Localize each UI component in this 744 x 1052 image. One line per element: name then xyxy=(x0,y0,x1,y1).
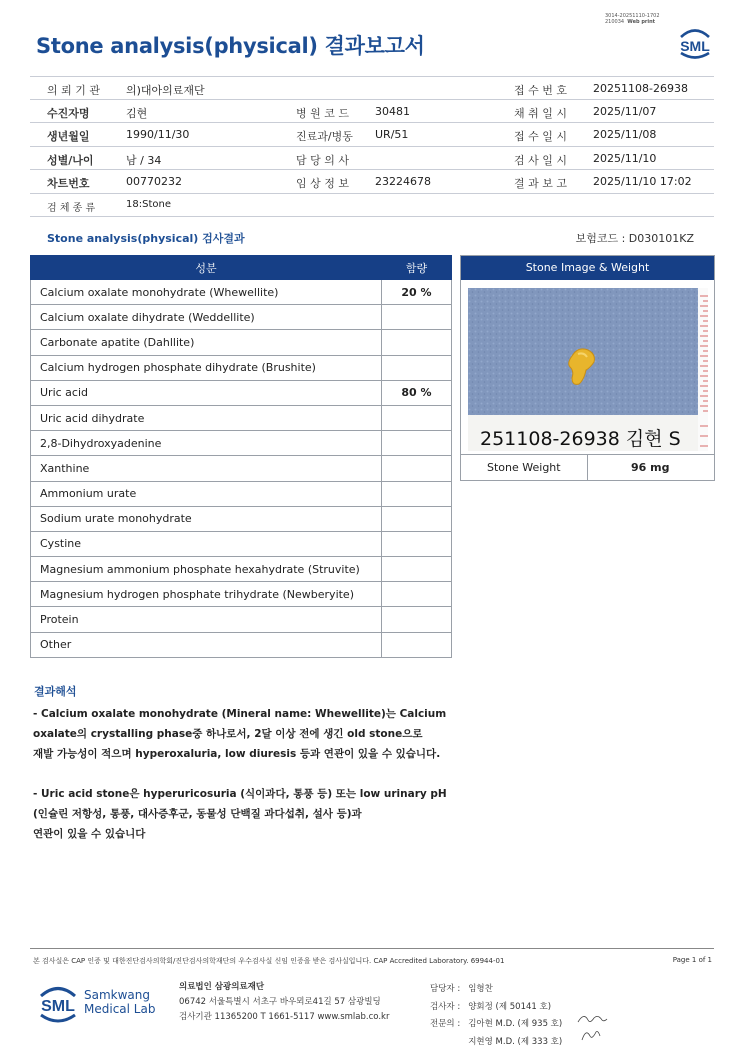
section-title: Stone analysis(physical) 검사결과 xyxy=(47,232,245,245)
stone-weight-label: Stone Weight xyxy=(487,461,561,474)
info-value: 2025/11/10 17:02 xyxy=(593,175,692,188)
page-number: Page 1 of 1 xyxy=(672,956,712,964)
info-label: 생년월일 xyxy=(47,130,90,143)
interpretation-text xyxy=(33,704,463,864)
stone-photo xyxy=(468,288,708,451)
info-value: 23224678 xyxy=(375,175,431,188)
company-name: Samkwang Medical Lab xyxy=(84,988,156,1016)
table-row xyxy=(31,456,452,481)
info-label: 수진자명 xyxy=(47,106,90,120)
report-id-code: 3014-20251110-1702 210034 Web print xyxy=(605,13,660,25)
staff-list xyxy=(428,980,564,1052)
component-name: Cystine xyxy=(31,531,382,556)
component-amount xyxy=(382,330,452,355)
interpretation-line: oxalate의 crystalling phase중 하나로서, 2달 이상 전에 생긴 old stone으로 xyxy=(33,728,423,740)
certification-note: 본 검사실은 CAP 인증 및 대한진단검사의학회/진단검사의학재단의 우수검사실 신임 인증을 받은 검사실입니다. CAP Accredited Laboratory. 69944-01 xyxy=(33,957,505,965)
info-value: 1990/11/30 xyxy=(126,128,190,141)
table-row xyxy=(31,280,452,305)
component-amount xyxy=(382,355,452,380)
component-amount xyxy=(382,405,452,430)
table-row xyxy=(31,380,452,405)
info-value: 2025/11/08 xyxy=(593,128,657,141)
component-amount: 80 % xyxy=(382,380,452,405)
info-label: 접 수 번 호 xyxy=(514,84,567,97)
table-header-row xyxy=(31,256,452,280)
info-label: 성별/나이 xyxy=(47,153,94,167)
info-row xyxy=(30,147,714,171)
component-name: Magnesium hydrogen phosphate trihydrate (Newberyite) xyxy=(31,582,382,607)
info-row xyxy=(30,76,714,100)
component-name: Sodium urate monohydrate xyxy=(31,506,382,531)
component-name: Ammonium urate xyxy=(31,481,382,506)
component-amount: 20 % xyxy=(382,280,452,305)
physician-signatures xyxy=(576,1010,610,1044)
info-value: 20251108-26938 xyxy=(593,82,688,95)
component-amount xyxy=(382,305,452,330)
component-name: Calcium oxalate monohydrate (Whewellite) xyxy=(31,280,382,305)
info-value: 의)대아의료재단 xyxy=(126,84,205,97)
interpretation-line: - Uric acid stone은 hyperuricosuria (식이과다, 통풍 등) 또는 low urinary pH xyxy=(33,788,447,800)
table-row xyxy=(31,531,452,556)
table-row xyxy=(31,405,452,430)
interpretation-line: - Calcium oxalate monohydrate (Mineral name: Whewellite)는 Calcium xyxy=(33,708,447,720)
table-row xyxy=(31,582,452,607)
column-header-component: 성분 xyxy=(31,256,382,280)
info-row xyxy=(30,100,714,124)
table-row xyxy=(31,355,452,380)
info-value: 00770232 xyxy=(126,175,182,188)
component-name: Other xyxy=(31,632,382,657)
table-row xyxy=(31,305,452,330)
info-label: 임 상 정 보 xyxy=(296,177,349,190)
report-title: Stone analysis(physical) 결과보고서 xyxy=(36,34,425,58)
component-name: Magnesium ammonium phosphate hexahydrate (Struvite) xyxy=(31,557,382,582)
info-label: 병 원 코 드 xyxy=(296,106,349,120)
footer-sml-logo xyxy=(36,981,80,1031)
info-label: 담 당 의 사 xyxy=(296,153,349,167)
component-name: Uric acid xyxy=(31,380,382,405)
info-value: 18:Stone xyxy=(126,198,171,210)
column-header-amount: 함량 xyxy=(382,256,452,280)
info-label: 결 과 보 고 xyxy=(514,177,567,190)
component-amount xyxy=(382,531,452,556)
component-amount xyxy=(382,582,452,607)
info-label: 진료과/병동 xyxy=(296,130,353,143)
info-label: 검 체 종 류 xyxy=(47,202,96,214)
company-address: 의료법인 삼광의료재단 06742 서울특별시 서초구 바우뫼로41길 57 삼광빌딩 검사기관 11365200 T 1661-5117 www.smlab.co.kr xyxy=(179,982,390,1022)
component-amount xyxy=(382,481,452,506)
component-amount xyxy=(382,607,452,632)
info-value: 2025/11/07 xyxy=(593,104,657,118)
staff-name: 지현영 M.D. (제 333 호) xyxy=(468,1036,563,1047)
composition-table xyxy=(30,255,452,658)
table-row xyxy=(31,632,452,657)
info-value: 2025/11/10 xyxy=(593,151,657,165)
info-value: 김현 xyxy=(126,106,148,120)
info-label: 접 수 일 시 xyxy=(514,130,567,143)
component-amount xyxy=(382,557,452,582)
interpretation-title: 결과해석 xyxy=(34,685,77,698)
staff-name: 임형찬 xyxy=(468,984,493,994)
info-row xyxy=(30,123,714,147)
interpretation-line: (인슐린 저항성, 통풍, 대사증후군, 동물성 단백질 과다섭취, 설사 등)과 xyxy=(33,808,362,820)
component-amount xyxy=(382,632,452,657)
component-name: Protein xyxy=(31,607,382,632)
component-name: Calcium oxalate dihydrate (Weddellite) xyxy=(31,305,382,330)
component-name: Xanthine xyxy=(31,456,382,481)
staff-role: 전문의 : xyxy=(430,1019,461,1029)
component-amount xyxy=(382,431,452,456)
info-label: 검 사 일 시 xyxy=(514,153,567,167)
interpretation-line: 재발 가능성이 적으며 hyperoxaluria, low diuresis 등과 연관이 있을 수 있습니다. xyxy=(33,748,441,760)
staff-role: 검사자 : xyxy=(430,1001,461,1012)
svg-text:SML: SML xyxy=(680,38,710,54)
stone-weight-value: 96 mg xyxy=(631,461,670,474)
staff-role xyxy=(430,1035,460,1051)
sml-logo xyxy=(675,24,715,64)
table-row xyxy=(31,506,452,531)
component-name: 2,8-Dihydroxyadenine xyxy=(31,431,382,456)
info-value: 30481 xyxy=(375,104,410,118)
info-value: UR/51 xyxy=(375,128,409,141)
stone-image-title: Stone Image & Weight xyxy=(461,256,714,280)
table-row xyxy=(31,481,452,506)
table-row xyxy=(31,557,452,582)
info-label: 의 뢰 기 관 xyxy=(47,84,100,97)
insurance-code: 보험코드 : D030101KZ xyxy=(575,232,694,245)
info-label: 차트번호 xyxy=(47,177,90,190)
info-value: 남 / 34 xyxy=(126,153,162,167)
table-row xyxy=(31,330,452,355)
table-row xyxy=(31,431,452,456)
table-row xyxy=(31,607,452,632)
info-label: 채 취 일 시 xyxy=(514,106,567,120)
staff-name: 김아현 M.D. (제 935 호) xyxy=(468,1019,563,1029)
component-name: Uric acid dihydrate xyxy=(31,405,382,430)
svg-text:SML: SML xyxy=(41,998,75,1015)
interpretation-line: 연관이 있을 수 있습니다 xyxy=(33,828,146,840)
footer-divider xyxy=(30,948,714,949)
component-name: Calcium hydrogen phosphate dihydrate (Brushite) xyxy=(31,355,382,380)
interpretation-paragraph xyxy=(33,784,463,844)
component-amount xyxy=(382,506,452,531)
staff-name: 양회정 (제 50141 호) xyxy=(468,1001,552,1012)
component-amount xyxy=(382,456,452,481)
stone-weight-row xyxy=(461,454,714,480)
patient-info-table xyxy=(30,76,714,217)
component-name: Carbonate apatite (Dahllite) xyxy=(31,330,382,355)
info-row-specimen xyxy=(30,194,714,218)
stone-image-panel xyxy=(460,255,715,481)
staff-role: 담당자 : xyxy=(430,984,461,994)
info-row xyxy=(30,170,714,194)
interpretation-paragraph xyxy=(33,704,463,764)
specimen-label-text: 251108-26938 김현 S xyxy=(480,428,681,450)
